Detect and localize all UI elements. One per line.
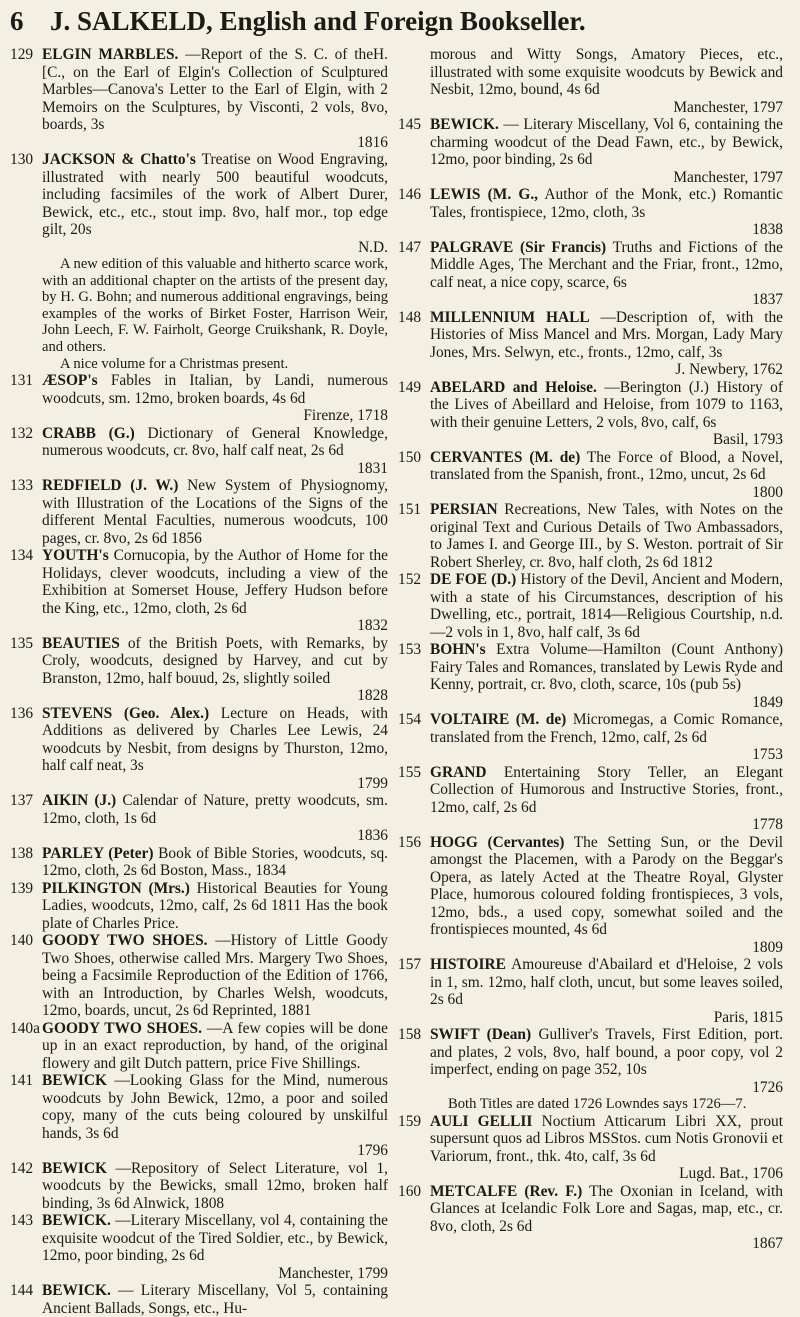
entry-title: BEAUTIES <box>42 634 120 652</box>
entry-description: —A few copies will be done up in an exact reproduction, by hand, of the original flowery and gilt Dutch pattern, price Five Shillings. <box>42 1019 388 1072</box>
entry-date-imprint: 1809 <box>752 938 783 956</box>
entry-description: of the British Poets, with Remarks, by Croly, woodcuts, designed by Harvey, and cut by Branston, 12mo, half bouud, 2s, slightly soiled <box>42 634 388 687</box>
entry-title: CRABB (G.) <box>42 424 135 442</box>
catalogue-entry <box>398 501 783 571</box>
entry-title: BEWICK. <box>42 1212 111 1230</box>
entry-date-imprint: Manchester, 1799 <box>278 1264 388 1282</box>
entry-description: —Description of, with the Histories of Miss Mancel and Mrs. Morgan, Lady Mary Jones, Mrs. Selwyn, etc., fronts., 12mo, calf, 3s <box>430 308 783 361</box>
continued-entry <box>398 46 783 116</box>
catalogue-entry <box>10 705 388 793</box>
entry-date-imprint: 1816 <box>357 133 388 151</box>
catalogue-entry <box>398 379 783 449</box>
lot-number: 132 <box>10 424 34 442</box>
entry-description: Gulliver's Travels, First Edition, port. and plates, 2 vols, 8vo, half bound, a poor copy, vol 2 imperfect, ending on page 352, 10s <box>430 1026 783 1078</box>
entry-title: AULI GELLII <box>430 1112 533 1130</box>
catalogue-entry <box>398 641 783 711</box>
entry-description: morous and Witty Songs, Amatory Pieces, etc., illustrated with some exquisite woodcuts by Bewick and Nesbit, 12mo, bound, 4s 6d <box>430 46 783 98</box>
catalogue-entry <box>398 1113 783 1183</box>
entry-date-imprint: Manchester, 1797 <box>673 98 783 116</box>
entry-date-imprint: 1778 <box>752 816 783 833</box>
catalogue-entry <box>10 372 388 425</box>
entry-date-imprint: 1849 <box>752 693 783 711</box>
entry-date-imprint: 1831 <box>357 459 388 477</box>
catalogue-entry <box>10 932 388 1020</box>
entry-description: Calendar of Nature, pretty woodcuts, sm. 12mo, cloth, 1s 6d <box>42 792 388 827</box>
entry-title: AIKIN (J.) <box>42 792 117 810</box>
right-column <box>398 46 783 1317</box>
entry-title: YOUTH's <box>42 547 109 565</box>
entry-description: Truths and Fictions of the Middle Ages, The Merchant and the Friar, front., 12mo, calf neat, a nice copy, scarce, 6s <box>430 238 783 291</box>
entry-description: Extra Volume—Hamilton (Count Anthony) Fairy Tales and Romances, translated by Lewis Ryde and Kenny, portrait, cr. 8vo, cloth, scarce, 10s (pub 5s) <box>430 641 783 693</box>
entry-date-imprint: 1838 <box>752 221 783 238</box>
entry-description: —Berington (J.) History of the Lives of Abeillard and Heloise, from 1079 to 1163, with their genuine Letters, 2 vols, 8vo, calf, 6s <box>430 378 783 431</box>
entry-description: Book of Bible Stories, woodcuts, sq. 12mo, cloth, 2s 6d Boston, Mass., 1834 <box>42 844 388 880</box>
lot-number: 142 <box>10 1159 34 1177</box>
entry-title: GOODY TWO SHOES. <box>42 932 208 950</box>
page-header <box>10 6 784 42</box>
entry-date-imprint: 1836 <box>357 827 388 845</box>
catalogue-entry <box>398 956 783 1026</box>
entry-description: New System of Physiognomy, with Illustration of the Locations of the Signs of the different Mental Faculties, numerous woodcuts, 100 pages, cr. 8vo, 2s 6d 1856 <box>42 477 388 547</box>
entry-description: Recreations, New Tales, with Notes on the original Text and Curious Details of Two Ambassadors, to James I. and George III., by S. Weston. portrait of Sir Robert Sherley, cr. 8vo, half cloth, 2s 6d 1812 <box>430 501 783 571</box>
catalogue-entry <box>10 151 388 256</box>
entry-title: GOODY TWO SHOES. <box>42 1019 202 1037</box>
lot-number: 149 <box>398 378 422 396</box>
entry-title: STEVENS (Geo. Alex.) <box>42 704 210 722</box>
catalogue-entry <box>10 880 388 933</box>
entry-title: MILLENNIUM HALL <box>430 308 590 326</box>
catalogue-entry <box>398 309 783 379</box>
catalogue-entry <box>10 477 388 547</box>
entry-title: HOGG (Cervantes) <box>430 833 565 851</box>
lot-number: 146 <box>398 186 422 203</box>
entry-title: BEWICK. <box>430 116 499 133</box>
entry-description: Noctium Atticarum Libri XX, prout supersunt quos ad Libros MSStos. cum Notis Gronovii et Variorum, front., thk. 4to, calf, 3s 6d <box>430 1112 783 1165</box>
entry-title: PERSIAN <box>430 501 498 518</box>
entry-description: History of the Devil, Ancient and Modern, with a state of his Circumstances, description of his Dwelling, etc., portrait, 1814—Religious Courtship, n.d.—2 vols in 1, 8vo, half calf, 3s 6d <box>430 571 783 641</box>
left-column <box>10 46 388 1317</box>
entry-date-imprint: 1799 <box>357 774 388 792</box>
entry-date-imprint: 1800 <box>752 483 783 501</box>
lot-number: 147 <box>398 238 422 256</box>
lot-number: 140a <box>10 1019 40 1037</box>
entry-date-imprint: 1867 <box>752 1235 783 1253</box>
entry-date-imprint: J. Newbery, 1762 <box>675 361 783 378</box>
lot-number: 159 <box>398 1112 422 1130</box>
catalogue-entry <box>398 1183 783 1253</box>
entry-date-imprint: Paris, 1815 <box>713 1008 783 1026</box>
page-number: 6 <box>10 6 24 36</box>
entry-description: Dictionary of General Knowledge, numerous woodcuts, cr. 8vo, half calf neat, 2s 6d <box>42 424 388 460</box>
catalogue-entry <box>10 547 388 635</box>
entry-description: — Literary Miscellany, Vol 6, containing the charming woodcut of the Dead Fawn, etc., by Bewick, 12mo, poor binding, 2s 6d <box>430 116 783 168</box>
entry-title: BEWICK. <box>42 1282 111 1300</box>
catalogue-entry <box>10 845 388 880</box>
lot-number: 130 <box>10 151 34 168</box>
entry-description: Lecture on Heads, with Additions as delivered by Charles Lee Lewis, 24 woodcuts by Nesbit, from designs by Thurston, 12mo, half calf neat, 3s <box>42 704 388 775</box>
entry-title: PILKINGTON (Mrs.) <box>42 879 190 897</box>
entry-description: Amoureuse d'Abailard et d'Heloise, 2 vols in 1, sm. 12mo, half cloth, uncut, but some leaves soiled, 2s 6d <box>430 956 783 1008</box>
entry-title: GRAND <box>430 763 487 781</box>
running-head: J. SALKELD, English and Foreign Bookseller. <box>50 6 586 36</box>
entry-description: Fables in Italian, by Landi, numerous woodcuts, sm. 12mo, broken boards, 4s 6d <box>42 372 388 407</box>
lot-number: 157 <box>398 956 422 973</box>
entry-date-imprint: 1726 <box>752 1078 783 1096</box>
lot-number: 154 <box>398 711 422 728</box>
entry-description: —Repository of Select Literature, vol 1, woodcuts by the Bewicks, small 12mo, broken half binding, 3s 6d Alnwick, 1808 <box>42 1159 388 1212</box>
entry-description: The Force of Blood, a Novel, translated from the Spanish, front., 12mo, uncut, 2s 6d <box>430 448 783 483</box>
lot-number: 138 <box>10 844 34 862</box>
lot-number: 156 <box>398 833 422 851</box>
catalogue-entry <box>10 1072 388 1160</box>
lot-number: 158 <box>398 1026 422 1043</box>
catalogue-entry <box>398 834 783 957</box>
lot-number: 143 <box>10 1212 34 1230</box>
catalogue-entry <box>10 1282 388 1317</box>
entry-description: —Literary Miscellany, vol 4, containing the exquisite woodcut of the Tired Soldier, etc., by Bewick, 12mo, poor binding, 2s 6d <box>42 1212 388 1265</box>
entry-date-imprint: Firenze, 1718 <box>303 407 388 425</box>
entry-date-imprint: 1832 <box>357 617 388 635</box>
entry-description: The Oxonian in Iceland, with Glances at Icelandic Folk Lore and Sagas, map, etc., cr. 8vo, cloth, 2s 6d <box>430 1182 783 1235</box>
catalogue-entry <box>10 1160 388 1213</box>
catalogue-entry <box>398 711 783 764</box>
entry-title: PALGRAVE (Sir Francis) <box>430 238 607 256</box>
lot-number: 131 <box>10 372 34 390</box>
entry-date-imprint: Lugd. Bat., 1706 <box>679 1165 783 1183</box>
lot-number: 144 <box>10 1282 34 1300</box>
catalogue-entry <box>10 46 388 151</box>
lot-number: 151 <box>398 501 422 518</box>
catalogue-entry <box>10 1212 388 1282</box>
entry-title: DE FOE (D.) <box>430 571 517 588</box>
catalogue-entry <box>398 571 783 641</box>
entry-date-imprint: N.D. <box>358 238 388 256</box>
lot-number: 137 <box>10 792 34 810</box>
entry-title: METCALFE (Rev. F.) <box>430 1182 583 1200</box>
catalogue-entry <box>10 425 388 478</box>
entry-title: JACKSON & Chatto's <box>42 151 196 168</box>
entry-note: A new edition of this valuable and hitherto scarce work, with an additional chapter on the artists of the present day, by H. G. Bohn; and numerous additional engravings, being examples of the works of Birket Foster, Harrison Weir, John Leech, F. W. Fairholt, George Cruikshank, R. Doyle, and others. <box>42 256 388 355</box>
two-column-body <box>10 46 784 1317</box>
entry-description: —Looking Glass for the Mind, numerous woodcuts by John Bewick, 12mo, a poor and soiled copy, many of the cuts being coloured by unskilful hands, 3s 6d <box>42 1072 388 1142</box>
entry-date-imprint: Manchester, 1797 <box>673 168 783 186</box>
entry-title: BOHN's <box>430 641 486 658</box>
lot-number: 129 <box>10 46 34 63</box>
entry-note: Both Titles are dated 1726 Lowndes says 1726—7. <box>448 1096 747 1112</box>
entry-title: VOLTAIRE (M. de) <box>430 711 567 728</box>
lot-number: 136 <box>10 704 34 722</box>
entry-title: CERVANTES (M. de) <box>430 448 581 466</box>
entry-description: Micromegas, a Comic Romance, translated from the French, 12mo, calf, 2s 6d <box>430 711 783 746</box>
entry-description: — Literary Miscellany, Vol 5, containing Ancient Ballads, Songs, etc., Hu- <box>42 1282 388 1317</box>
entry-title: ELGIN MARBLES. <box>42 46 179 63</box>
lot-number: 133 <box>10 477 34 495</box>
entry-description: Entertaining Story Teller, an Elegant Collection of Humorous and Instructive Stories, front., 12mo, calf, 2s 6d <box>430 763 783 816</box>
lot-number: 148 <box>398 308 422 326</box>
catalogue-entry <box>10 792 388 845</box>
lot-number: 152 <box>398 571 422 588</box>
entry-description: The Setting Sun, or the Devil amongst the Placemen, with a Parody on the Beggar's Opera, as lately Acted at the Theatre Royal, Glyster Place, humorous coloured folding frontispieces, 3 vols, 12mo, bds., a used copy, somewhat soiled and the frontispieces mounted, 4s 6d <box>430 833 784 938</box>
entry-title: HISTOIRE <box>430 956 506 973</box>
entry-date-imprint: 1753 <box>752 746 783 763</box>
entry-description: Historical Beauties for Young Ladies, woodcuts, 12mo, calf, 2s 6d 1811 Has the book plate of Charles Price. <box>42 879 388 932</box>
entry-description: Treatise on Wood Engraving, illustrated with nearly 500 beautiful woodcuts, including facsimiles of the work of Albert Durer, Bewick, etc., etc., stout imp. 8vo, half mor., top edge gilt, 20s <box>42 151 389 238</box>
catalogue-entry <box>398 239 783 309</box>
catalogue-entry <box>398 1026 783 1096</box>
entry-date-imprint: 1796 <box>357 1142 388 1160</box>
entry-description: —Report of the S. C. of theH. [C., on the Earl of Elgin's Collection of Sculptured Marbles—Canova's Letter to the Earl of Elgin, with 2 Memoirs on the Sculptures, by Visconti, 2 vols, 8vo, boards, 3s <box>42 46 388 133</box>
catalogue-entry <box>398 186 783 239</box>
entry-title: ABELARD and Heloise. <box>430 378 597 396</box>
entry-description: Cornucopia, by the Author of Home for the Holidays, clever woodcuts, including a view of the Exhibition at Somerset House, Jeffery Hudson before the King, etc., 12mo, cloth, 2s 6d <box>42 547 388 617</box>
entry-title: REDFIELD (J. W.) <box>42 477 179 495</box>
entry-description: Author of the Monk, etc.) Romantic Tales, frontispiece, 12mo, cloth, 3s <box>430 186 783 221</box>
entry-date-imprint: Basil, 1793 <box>712 431 783 448</box>
lot-number: 153 <box>398 641 422 658</box>
entry-description: —History of Little Goody Two Shoes, otherwise called Mrs. Margery Two Shoes, being a Facsimile Reproduction of the Edition of 1766, with an Introduction, by Charles Welsh, woodcuts, 12mo, boards, uncut, 2s 6d Reprinted, 1881 <box>42 932 388 1020</box>
catalogue-entry <box>398 764 783 834</box>
lot-number: 135 <box>10 634 34 652</box>
catalogue-entry <box>10 1020 388 1073</box>
lot-number: 141 <box>10 1072 34 1090</box>
lot-number: 140 <box>10 932 34 950</box>
entry-title: LEWIS (M. G., <box>430 186 539 203</box>
lot-number: 145 <box>398 116 422 133</box>
lot-number: 150 <box>398 448 422 466</box>
lot-number: 160 <box>398 1182 422 1200</box>
entry-title: BEWICK <box>42 1159 107 1177</box>
entry-title: PARLEY (Peter) <box>42 844 154 862</box>
catalogue-entry <box>398 449 783 502</box>
entry-note: A nice volume for a Christmas present. <box>60 355 289 372</box>
lot-number: 134 <box>10 547 34 565</box>
lot-number: 139 <box>10 879 34 897</box>
entry-date-imprint: 1828 <box>357 687 388 705</box>
catalogue-entry <box>398 116 783 186</box>
entry-title: ÆSOP's <box>42 372 98 390</box>
entry-title: SWIFT (Dean) <box>430 1026 532 1043</box>
lot-number: 155 <box>398 763 422 781</box>
catalogue-entry <box>10 635 388 705</box>
entry-date-imprint: 1837 <box>752 291 783 308</box>
entry-title: BEWICK <box>42 1072 107 1090</box>
